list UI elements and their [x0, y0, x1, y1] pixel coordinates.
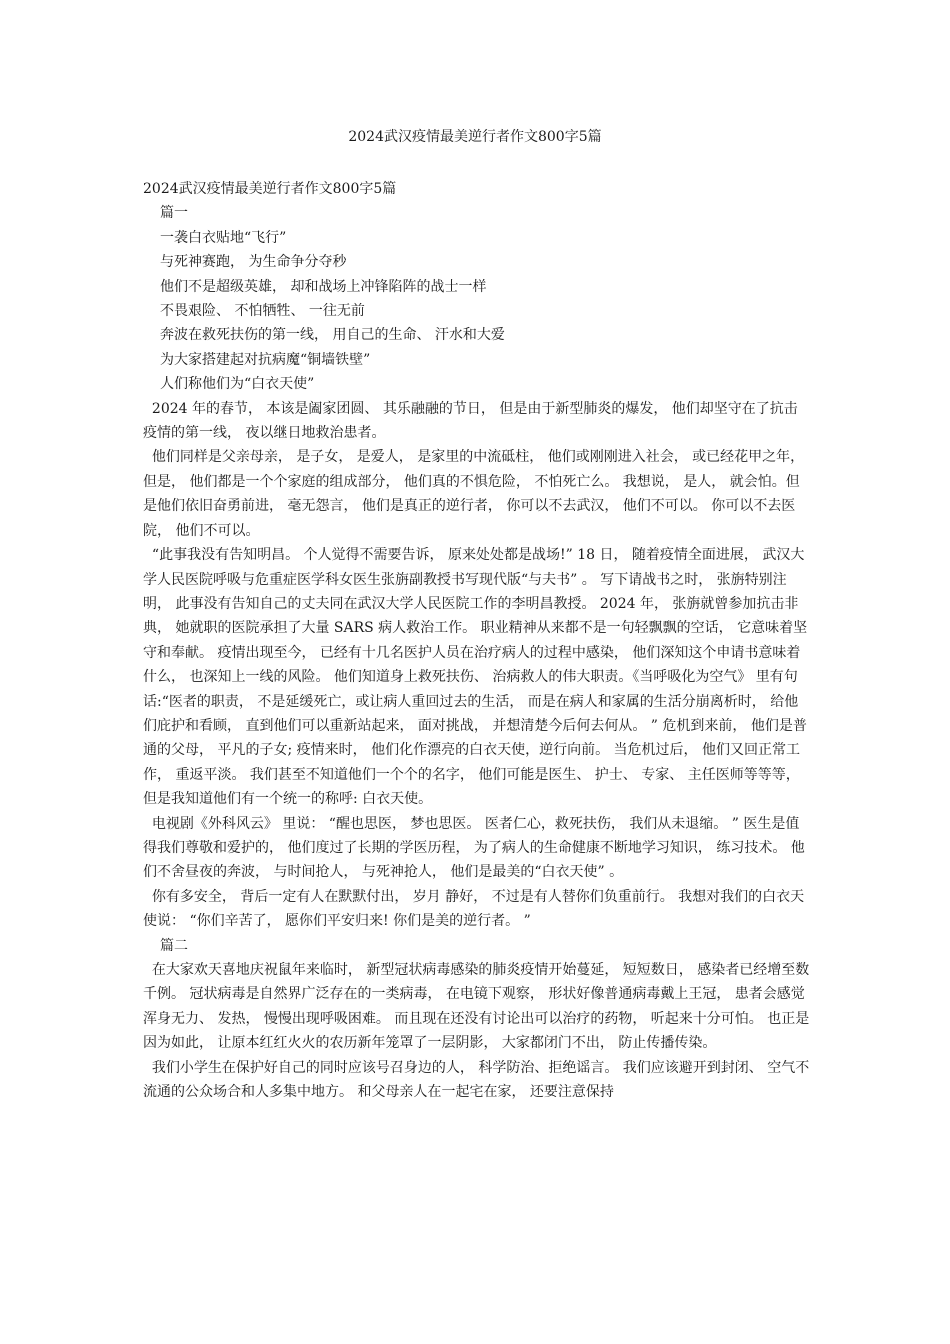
paragraph: 我们小学生在保护好自己的同时应该号召身边的人， 科学防治、拒绝谣言。 我们应该避开到封闭、 空气不流通的公众场合和人多集中地方。 和父母亲人在一起宅在家， 还要注意保持	[143, 1059, 810, 1101]
paragraph: 你有多安全， 背后一定有人在默默付出， 岁月 静好， 不过是有人替你们负重前行。 我想对我们的白衣天使说： “你们辛苦了， 愿你们平安归来! 你们是美的逆行者。 ”	[143, 888, 805, 930]
poem-line: 不畏艰险、 不怕牺牲、 一往无前	[160, 303, 365, 320]
paragraph: 他们同样是父亲母亲， 是子女， 是爱人， 是家里的中流砥柱， 他们或刚刚进入社会， 或已经花甲之年， 但是， 他们都是一个个家庭的组成部分， 他们真的不惧危险， 不怕死亡么。 我想说， 是人， 就会怕。但是他们依旧奋勇前进， 毫无怨言， 他们是真正的逆行者， 你可以不去武汉， 他们不可以。 你可以不去医院， 他们不可以。	[143, 449, 809, 539]
poem-line: 人们称他们为“白衣天使”	[160, 376, 315, 393]
document-body	[143, 177, 811, 1104]
section-heading-two: 篇二	[160, 937, 188, 954]
poem-line: 一袭白衣贴地“飞行”	[160, 229, 287, 246]
poem-line: 为大家搭建起对抗病魔“铜墙铁壁”	[160, 351, 371, 368]
section-heading-one: 篇一	[160, 205, 188, 222]
paragraph: “此事我没有告知明昌。 个人觉得不需要告诉， 原来处处都是战场!” 18 日， 随着疫情全面进展， 武汉大学人民医院呼吸与危重症医学科女医生张旃副教授书写现代版“与夫书” 。 写下请战书之时， 张旃特别注明， 此事没有告知自己的丈夫同在武汉大学人民医院工作的李明昌教授。 2024 年， 张旃就曾参加抗击非典， 她就职的医院承担了大量 SARS 病人救治工作。 职业精神从来都不是一句轻飘飘的空话， 它意味着坚守和奉献。 疫情出现至今， 已经有十几名医护人员在治疗病人的过程中感染， 他们深知这个申请书意味着什么， 也深知上一线的风险。 他们知道身上救死扶伤、 治病救人的伟大职责。《当呼吸化为空气》 里有句话:“医者的职责， 不是延缓死亡，或让病人重回过去的生活， 而是在病人和家属的生活分崩离析时， 给他们庇护和看顾， 直到他们可以重新站起来， 面对挑战， 并想清楚今后何去何从。 ” 危机到来前， 他们是普通的父母， 平凡的子女; 疫情来时， 他们化作漂亮的白衣天使，逆行向前。 当危机过后， 他们又回正常工作， 重返平淡。 我们甚至不知道他们一个个的名字， 他们可能是医生、 护士、 专家、 主任医师等等等， 但是我知道他们有一个统一的称呼: 白衣天使。	[143, 547, 808, 808]
poem-line: 奔波在救死扶伤的第一线， 用自己的生命、 汗水和大爱	[160, 327, 505, 344]
document-subtitle: 2024武汉疫情最美逆行者作文800字5篇	[143, 181, 397, 197]
document-title: 2024武汉疫情最美逆行者作文800字5篇	[348, 129, 602, 145]
paragraph: 电视剧《外科风云》 里说： “醒也思医， 梦也思医。 医者仁心，救死扶伤， 我们从未退缩。 ” 医生是值得我们尊敬和爱护的， 他们度过了长期的学医历程， 为了病人的生命健康不断地学习知识， 练习技术。 他们不舍昼夜的奔波， 与时间抢人， 与死神抢人， 他们是最美的“白衣天使” 。	[143, 815, 805, 881]
poem-line: 他们不是超级英雄， 却和战场上冲锋陷阵的战士一样	[160, 278, 487, 295]
paragraph: 在大家欢天喜地庆祝鼠年来临时， 新型冠状病毒感染的肺炎疫情开始蔓延， 短短数日， 感染者已经增至数千例。 冠状病毒是自然界广泛存在的一类病毒， 在电镜下观察， 形状好像普通病毒戴上王冠， 患者会感觉浑身无力、 发热， 慢慢出现呼吸困难。 而且现在还没有讨论出可以治疗的药物， 听起来十分可怕。 也正是因为如此， 让原本红红火火的农历新年笼罩了一层阴影， 大家都闭门不出， 防止传播传染。	[143, 962, 810, 1052]
poem-line: 与死神赛跑， 为生命争分夺秒	[160, 254, 347, 271]
paragraph: 2024 年的春节， 本该是阖家团圆、 其乐融融的节日， 但是由于新型肺炎的爆发， 他们却坚守在了抗击疫情的第一线， 夜以继日地救治患者。	[143, 400, 798, 442]
